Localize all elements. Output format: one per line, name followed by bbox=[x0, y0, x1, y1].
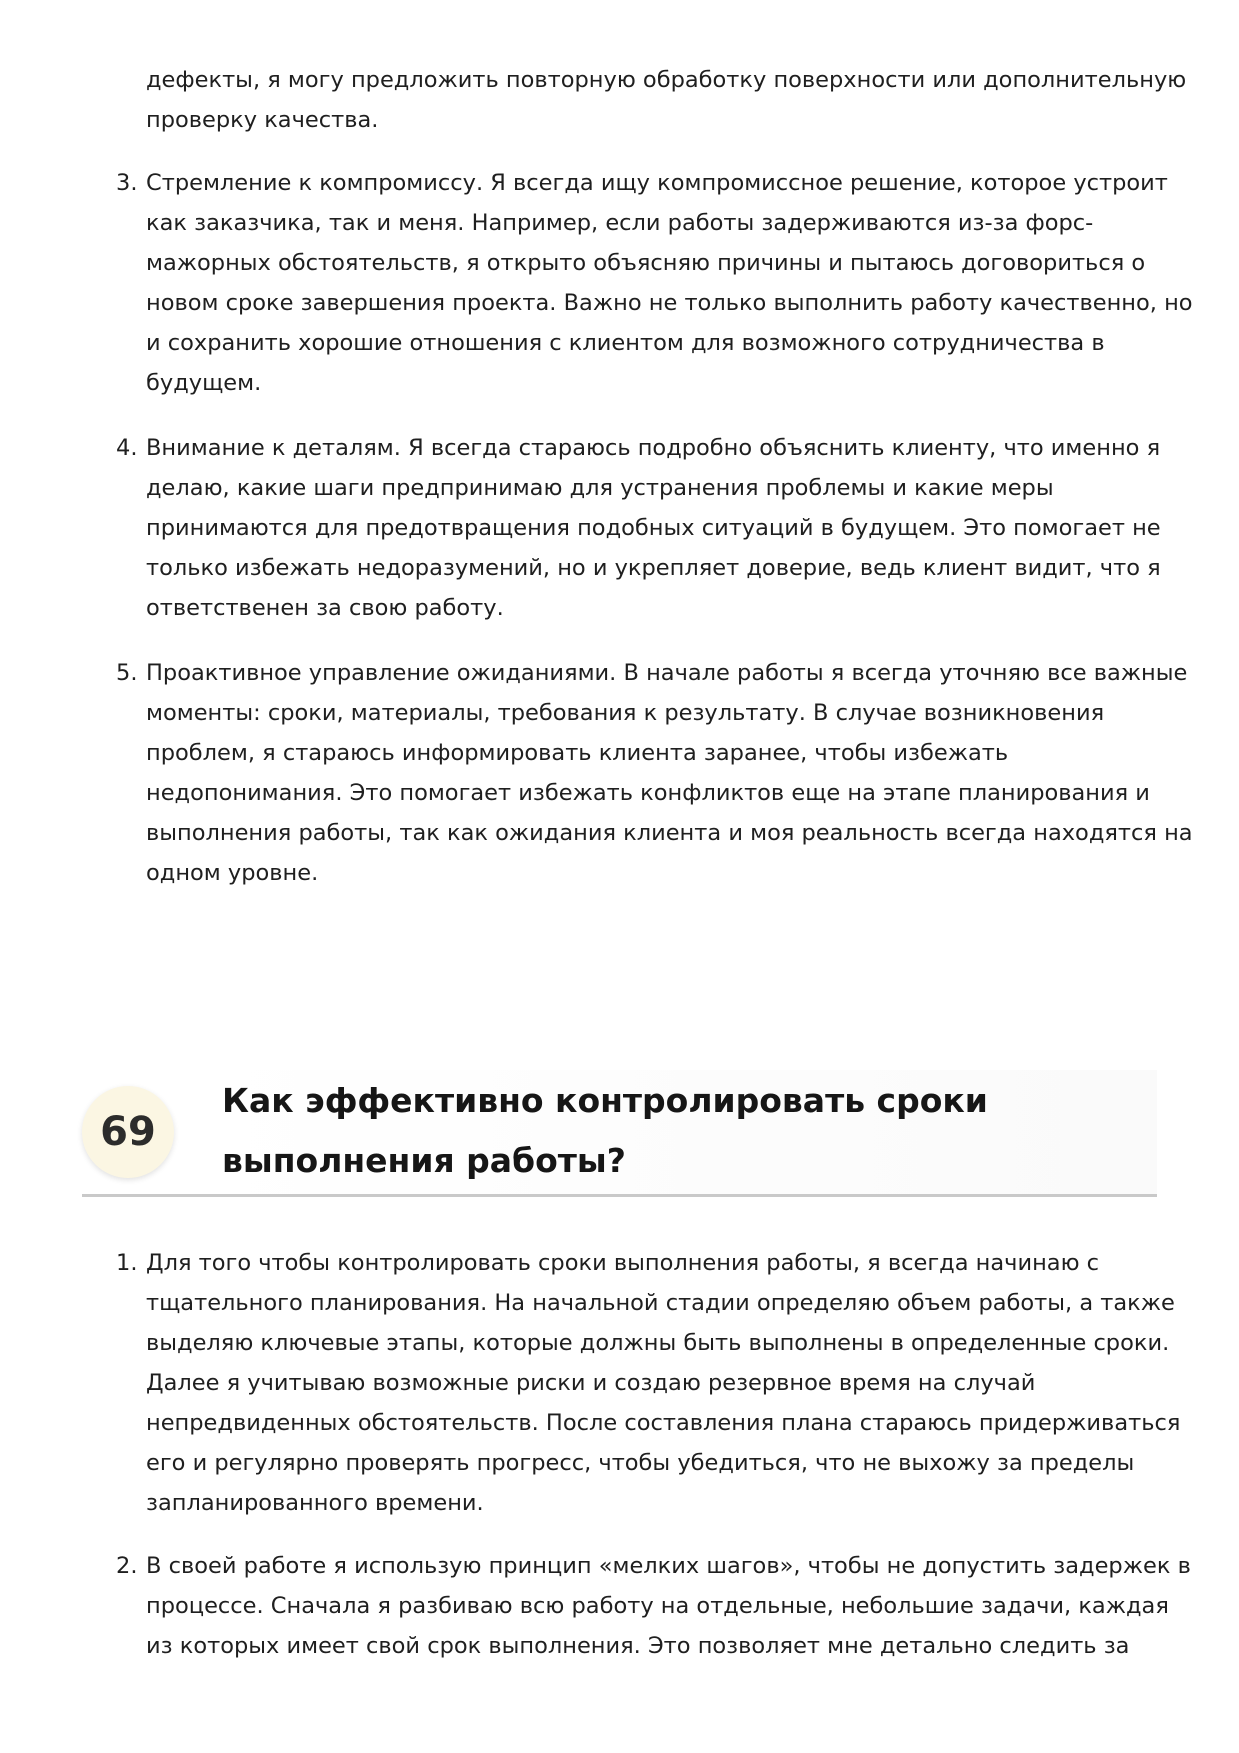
text-line: непредвиденных обстоятельств. После составления плана стараюсь придерживаться bbox=[146, 1410, 1181, 1436]
section-title-line: Как эффективно контролировать сроки bbox=[222, 1081, 988, 1120]
text-line: Далее я учитываю возможные риски и создаю резервное время на случай bbox=[146, 1370, 1036, 1396]
text-line: Для того чтобы контролировать сроки выполнения работы, я всегда начинаю с bbox=[146, 1250, 1100, 1276]
section-title bbox=[222, 1071, 1142, 1191]
list-item-number: 2. bbox=[116, 1553, 138, 1579]
list-item bbox=[0, 1546, 1239, 1666]
text-line: делаю, какие шаги предпринимаю для устранения проблемы и какие меры bbox=[146, 475, 1054, 501]
text-line: из которых имеет свой срок выполнения. Это позволяет мне детально следить за bbox=[146, 1633, 1130, 1659]
list-item bbox=[0, 428, 1239, 628]
list-item-number: 3. bbox=[116, 170, 138, 196]
numbered-list-bottom bbox=[0, 1243, 1239, 1689]
text-line: моменты: сроки, материалы, требования к результату. В случае возникновения bbox=[146, 700, 1105, 726]
numbered-list-top bbox=[0, 163, 1239, 918]
text-line: и сохранить хорошие отношения с клиентом для возможного сотрудничества в bbox=[146, 330, 1105, 356]
text-line: Проактивное управление ожиданиями. В начале работы я всегда уточняю все важные bbox=[146, 660, 1188, 686]
section-number-badge: 69 bbox=[82, 1086, 174, 1178]
text-line: недопонимания. Это помогает избежать конфликтов еще на этапе планирования и bbox=[146, 780, 1150, 806]
text-line: процессе. Сначала я разбиваю всю работу на отдельные, небольшие задачи, каждая bbox=[146, 1593, 1169, 1619]
text-line: тщательного планирования. На начальной стадии определяю объем работы, а также bbox=[146, 1290, 1175, 1316]
list-item-number: 1. bbox=[116, 1250, 138, 1276]
list-item-number: 4. bbox=[116, 435, 138, 461]
section-title-line: выполнения работы? bbox=[222, 1141, 626, 1180]
continuation-paragraph bbox=[146, 60, 1186, 140]
text-line: принимаются для предотвращения подобных ситуаций в будущем. Это помогает не bbox=[146, 515, 1161, 541]
text-line: одном уровне. bbox=[146, 860, 319, 886]
text-line: запланированного времени. bbox=[146, 1490, 484, 1516]
section-header bbox=[82, 1066, 1157, 1198]
list-item-number: 5. bbox=[116, 660, 138, 686]
list-item bbox=[0, 653, 1239, 893]
text-line: его и регулярно проверять прогресс, чтобы убедиться, что не выхожу за пределы bbox=[146, 1450, 1135, 1476]
text-line: будущем. bbox=[146, 370, 262, 396]
text-line: ответственен за свою работу. bbox=[146, 595, 504, 621]
text-line: мажорных обстоятельств, я открыто объясняю причины и пытаюсь договориться о bbox=[146, 250, 1146, 276]
list-item bbox=[0, 1243, 1239, 1523]
text-line: Внимание к деталям. Я всегда стараюсь подробно объяснить клиенту, что именно я bbox=[146, 435, 1161, 461]
text-line: В своей работе я использую принцип «мелких шагов», чтобы не допустить задержек в bbox=[146, 1553, 1191, 1579]
text-line: выполнения работы, так как ожидания клиента и моя реальность всегда находятся на bbox=[146, 820, 1193, 846]
text-line: выделяю ключевые этапы, которые должны быть выполнены в определенные сроки. bbox=[146, 1330, 1170, 1356]
text-line: как заказчика, так и меня. Например, если работы задерживаются из-за форс- bbox=[146, 210, 1094, 236]
text-line: новом сроке завершения проекта. Важно не только выполнить работу качественно, но bbox=[146, 290, 1193, 316]
text-line: дефекты, я могу предложить повторную обработку поверхности или дополнительную bbox=[146, 67, 1187, 93]
section-divider bbox=[82, 1194, 1157, 1197]
text-line: только избежать недоразумений, но и укрепляет доверие, ведь клиент видит, что я bbox=[146, 555, 1161, 581]
list-item bbox=[0, 163, 1239, 403]
text-line: проверку качества. bbox=[146, 107, 379, 133]
text-line: Стремление к компромиссу. Я всегда ищу компромиссное решение, которое устроит bbox=[146, 170, 1168, 196]
text-line: проблем, я стараюсь информировать клиента заранее, чтобы избежать bbox=[146, 740, 1009, 766]
